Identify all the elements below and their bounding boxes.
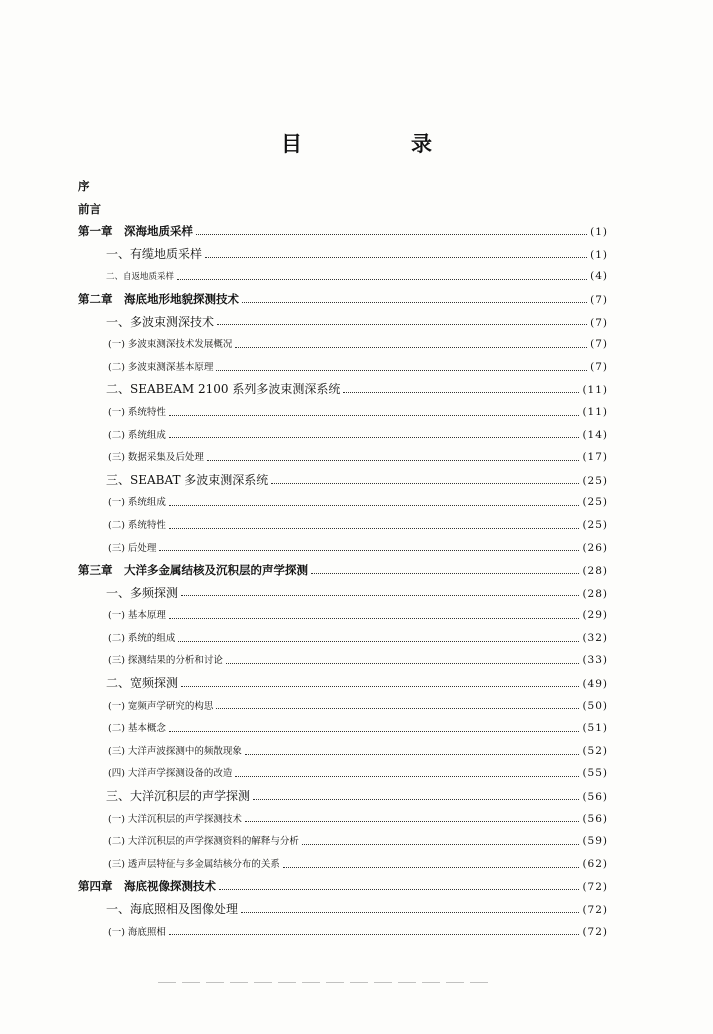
- toc-entry-title: (三) 数据采集及后处理: [108, 452, 204, 464]
- toc-dot-leader: [245, 821, 580, 822]
- toc-section-entry[interactable]: [78, 424, 608, 447]
- scan-artifact-line: [158, 982, 488, 983]
- toc-page-number: (62): [582, 857, 608, 870]
- toc-chapter-entry[interactable]: [78, 175, 608, 198]
- toc-page-number: (56): [582, 812, 608, 825]
- toc-page-number: (1): [590, 226, 608, 239]
- toc-dot-leader: [271, 483, 579, 484]
- toc-dot-leader: [177, 279, 587, 280]
- toc-entry-title: (一) 系统特性: [108, 406, 166, 418]
- toc-page-number: (52): [582, 744, 608, 757]
- toc-section-entry[interactable]: [78, 672, 608, 695]
- toc-page-number: (50): [582, 699, 608, 712]
- toc-section-entry[interactable]: [78, 356, 608, 379]
- toc-entry-title: (一) 多波束测深技术发展概况: [108, 339, 233, 351]
- toc-section-entry[interactable]: [78, 785, 608, 808]
- toc-page-number: (28): [582, 565, 608, 578]
- toc-page-number: (55): [582, 767, 608, 780]
- toc-entry-title: 二、宽频探测: [106, 676, 179, 691]
- toc-entry-title: 二、SEABEAM 2100 系列多波束测深系统: [106, 382, 341, 397]
- toc-section-entry[interactable]: [78, 695, 608, 718]
- toc-section-entry[interactable]: [78, 627, 608, 650]
- toc-dot-leader: [178, 641, 579, 642]
- toc-section-entry[interactable]: [78, 401, 608, 424]
- toc-page-number: (29): [582, 609, 608, 622]
- toc-page-number: (11): [582, 384, 608, 397]
- toc-chapter-entry[interactable]: [78, 198, 608, 221]
- toc-dot-leader: [159, 550, 579, 551]
- toc-dot-leader: [235, 776, 579, 777]
- toc-section-entry[interactable]: [78, 830, 608, 853]
- toc-dot-leader: [169, 528, 580, 529]
- toc-section-entry[interactable]: [78, 898, 608, 921]
- toc-section-entry[interactable]: [78, 604, 608, 627]
- toc-dot-leader: [169, 618, 580, 619]
- toc-section-entry[interactable]: [78, 469, 608, 492]
- toc-dot-leader: [169, 934, 580, 935]
- toc-entry-title: (三) 大洋声波探测中的频散现象: [108, 745, 242, 757]
- toc-page-number: (11): [582, 405, 608, 418]
- toc-page-number: (72): [582, 881, 608, 894]
- toc-chapter-entry[interactable]: [78, 288, 608, 311]
- toc-dot-leader: [253, 799, 579, 800]
- toc-entry-title: 三、SEABAT 多波束测深系统: [106, 472, 269, 487]
- toc-page-number: (33): [582, 654, 608, 667]
- toc-chapter-entry[interactable]: [78, 559, 608, 582]
- toc-dot-leader: [241, 912, 579, 913]
- toc-section-entry[interactable]: [78, 740, 608, 763]
- toc-page-number: (4): [590, 270, 608, 283]
- toc-entry-title: (三) 透声层特征与多金属结核分布的关系: [108, 858, 280, 870]
- toc-dot-leader: [242, 302, 587, 303]
- toc-page-number: (32): [582, 631, 608, 644]
- toc-entry-title: 第四章 海底视像探测技术: [78, 879, 216, 894]
- toc-dot-leader: [169, 437, 580, 438]
- toc-entry-title: (三) 后处理: [108, 542, 157, 554]
- toc-entry-title: (二) 基本概念: [108, 723, 166, 735]
- toc-entry-title: 一、多波束测深技术: [106, 314, 215, 329]
- toc-section-entry[interactable]: [78, 265, 608, 288]
- toc-entry-title: 第二章 海底地形地貌探测技术: [78, 291, 239, 306]
- toc-section-entry[interactable]: [78, 762, 608, 785]
- toc-page-number: (56): [582, 791, 608, 804]
- toc-entry-title: (四) 大洋声学探测设备的改造: [108, 768, 233, 780]
- toc-dot-leader: [235, 347, 587, 348]
- toc-entry-title: (二) 大洋沉积层的声学探测资料的解释与分析: [108, 836, 299, 848]
- toc-section-entry[interactable]: [78, 491, 608, 514]
- toc-section-entry[interactable]: [78, 717, 608, 740]
- toc-dot-leader: [169, 415, 580, 416]
- toc-dot-leader: [226, 663, 580, 664]
- toc-dot-leader: [217, 324, 587, 325]
- toc-section-entry[interactable]: [78, 333, 608, 356]
- toc-dot-leader: [216, 370, 587, 371]
- toc-section-entry[interactable]: [78, 853, 608, 876]
- toc-page-number: (59): [582, 835, 608, 848]
- toc-entry-title: (三) 探测结果的分析和讨论: [108, 655, 223, 667]
- toc-entry-title: 前言: [78, 201, 101, 216]
- toc-dot-leader: [219, 889, 579, 890]
- toc-dot-leader: [207, 460, 580, 461]
- toc-page-number: (7): [590, 360, 608, 373]
- toc-page-number: (49): [582, 678, 608, 691]
- toc-entry-title: 三、大洋沉积层的声学探测: [106, 789, 251, 804]
- toc-entry-title: 一、海底照相及图像处理: [106, 902, 239, 916]
- toc-section-entry[interactable]: [78, 921, 608, 944]
- toc-entry-title: 一、多频探测: [106, 585, 179, 600]
- table-of-contents: [78, 175, 608, 943]
- toc-chapter-entry[interactable]: [78, 220, 608, 243]
- toc-page-number: (51): [582, 722, 608, 735]
- toc-entry-title: (一) 基本原理: [108, 610, 166, 622]
- toc-entry-title: 第一章 深海地质采样: [78, 224, 193, 239]
- toc-page-number: (7): [590, 316, 608, 329]
- toc-entry-title: (一) 大洋沉积层的声学探测技术: [108, 813, 242, 825]
- toc-dot-leader: [343, 392, 579, 393]
- toc-dot-leader: [283, 867, 580, 868]
- toc-page-number: (14): [582, 428, 608, 441]
- toc-dot-leader: [181, 686, 579, 687]
- toc-section-entry[interactable]: [78, 311, 608, 334]
- toc-section-entry[interactable]: [78, 378, 608, 401]
- toc-entry-title: 序: [78, 179, 90, 193]
- toc-entry-title: (一) 海底照相: [108, 926, 166, 938]
- toc-entry-title: (二) 系统组成: [108, 429, 166, 441]
- toc-section-entry[interactable]: [78, 582, 608, 605]
- toc-page-number: (7): [590, 338, 608, 351]
- toc-entry-title: (二) 系统的组成: [108, 632, 176, 644]
- toc-dot-leader: [169, 731, 580, 732]
- toc-page-number: (26): [582, 541, 608, 554]
- toc-entry-title: (一) 宽频声学研究的构思: [108, 700, 214, 712]
- toc-section-entry[interactable]: [78, 537, 608, 560]
- toc-section-entry[interactable]: [78, 514, 608, 537]
- toc-page-number: (72): [582, 904, 608, 916]
- toc-page-number: (1): [590, 248, 608, 261]
- toc-chapter-entry[interactable]: [78, 875, 608, 898]
- toc-section-entry[interactable]: [78, 243, 608, 266]
- toc-dot-leader: [216, 708, 579, 709]
- toc-entry-title: 一、有缆地质采样: [106, 246, 203, 261]
- toc-dot-leader: [302, 844, 580, 845]
- page-title: 目 录: [281, 132, 476, 156]
- toc-section-entry[interactable]: [78, 649, 608, 672]
- toc-dot-leader: [196, 234, 587, 235]
- toc-entry-title: (一) 系统组成: [108, 497, 166, 509]
- toc-dot-leader: [169, 505, 580, 506]
- toc-dot-leader: [181, 595, 579, 596]
- toc-dot-leader: [205, 257, 587, 258]
- toc-page-number: (25): [582, 518, 608, 531]
- toc-page-number: (7): [590, 293, 608, 306]
- toc-entry-title: (二) 多波束测深基本原理: [108, 361, 214, 373]
- toc-dot-leader: [245, 754, 580, 755]
- toc-page-number: (72): [582, 925, 608, 938]
- toc-page-number: (25): [582, 496, 608, 509]
- toc-page-number: (28): [582, 587, 608, 600]
- toc-entry-title: 第三章 大洋多金属结核及沉积层的声学探测: [78, 563, 308, 578]
- toc-entry-title: 二、自返地质采样: [106, 272, 175, 283]
- toc-dot-leader: [311, 573, 579, 574]
- toc-page-number: (25): [582, 474, 608, 487]
- toc-section-entry[interactable]: [78, 446, 608, 469]
- toc-entry-title: (二) 系统特性: [108, 519, 166, 531]
- toc-section-entry[interactable]: [78, 808, 608, 831]
- toc-page-number: (17): [582, 451, 608, 464]
